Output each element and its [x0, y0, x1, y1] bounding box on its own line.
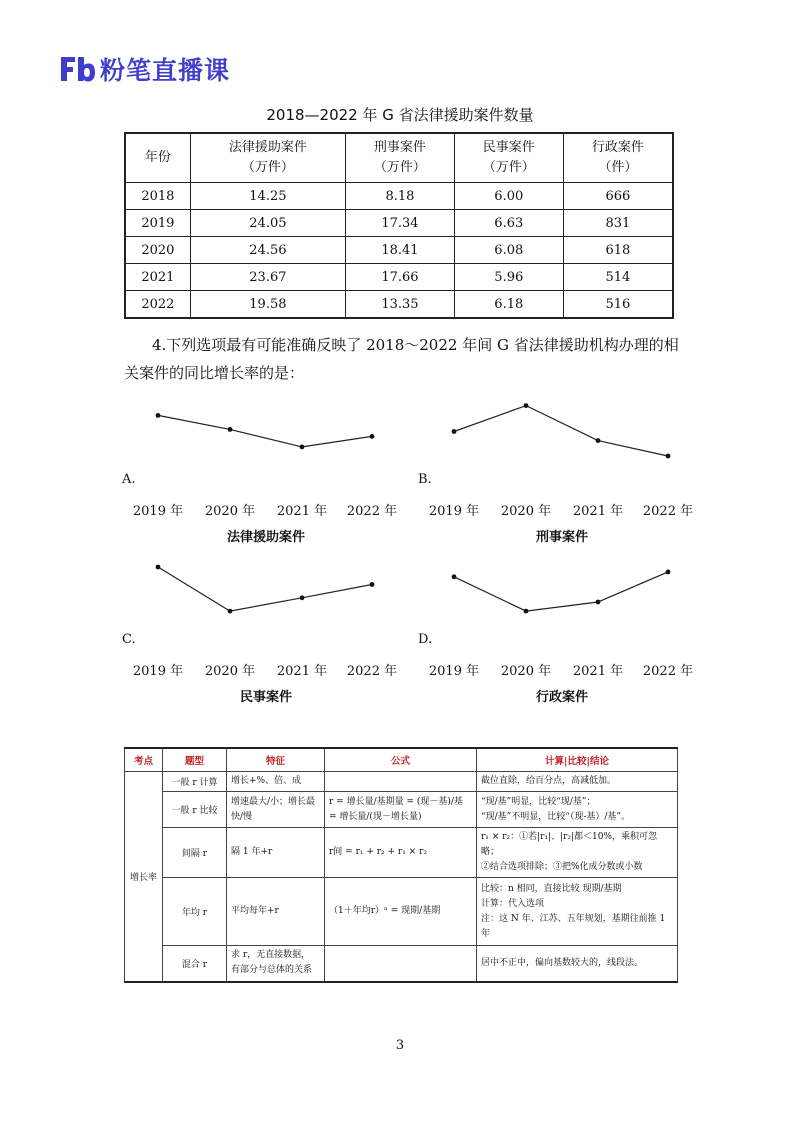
cell: 18.41 — [346, 237, 455, 264]
summary-formula — [325, 946, 477, 982]
summary-feature: 增速最大/小；增长最 快/慢 — [227, 792, 325, 828]
chart-caption: 行政案件 — [535, 690, 589, 705]
x-tick-label: 2020 年 — [204, 504, 256, 519]
summary-header: 特征 — [227, 748, 325, 772]
data-point — [666, 570, 671, 575]
summary-notes: 比较：n 相同，直接比较 现期/基期 计算：代入选项 注：这 N 年、江苏、五年规划，基期往前推 1 年 — [477, 878, 678, 946]
cell: 2019 — [125, 210, 190, 237]
summary-header: 题型 — [163, 748, 227, 772]
series-line — [454, 572, 668, 611]
cell: 19.58 — [190, 291, 345, 319]
table-row — [125, 264, 673, 291]
x-tick-label: 2022 年 — [642, 504, 694, 519]
header-year: 年份 — [125, 133, 190, 183]
cell: 514 — [563, 264, 673, 291]
x-tick-label: 2021 年 — [276, 504, 328, 519]
x-tick-label: 2022 年 — [346, 664, 398, 679]
data-point — [596, 438, 601, 443]
cell: 2018 — [125, 183, 190, 210]
data-point — [596, 600, 601, 605]
cell: 24.05 — [190, 210, 345, 237]
summary-type: 混合 r — [163, 946, 227, 982]
summary-notes: r₁ × r₂：①若|r₁|、|r₂|都＜10%，乘积可忽略； ②结合选项排除；③把%化成分数或小数 — [477, 828, 678, 878]
x-tick-label: 2021 年 — [572, 664, 624, 679]
cell: 6.63 — [454, 210, 563, 237]
cell: 2021 — [125, 264, 190, 291]
brand-logo — [58, 52, 230, 86]
x-tick-label: 2019 年 — [428, 504, 480, 519]
summary-header: 公式 — [325, 748, 477, 772]
header-legal-aid: 法律援助案件 （万件） — [190, 133, 345, 183]
x-tick-label: 2021 年 — [276, 664, 328, 679]
summary-row — [125, 946, 678, 982]
x-tick-label: 2019 年 — [132, 504, 184, 519]
data-point — [156, 413, 161, 418]
data-point — [228, 427, 233, 432]
summary-notes: 截位直除，给百分点，高减低加。 — [477, 772, 678, 792]
summary-row — [125, 772, 678, 792]
table-header-row — [125, 133, 673, 183]
table-row — [125, 237, 673, 264]
option-label: A. — [122, 472, 136, 487]
option-charts — [110, 385, 700, 715]
summary-formula: r = 增长量/基期量 = (现－基)/基 = 增长量/(现－增长量) — [325, 792, 477, 828]
brand-name: 粉笔直播课 — [100, 56, 231, 85]
cell: 6.08 — [454, 237, 563, 264]
summary-type: 一般 r 比较 — [163, 792, 227, 828]
table-row — [125, 210, 673, 237]
cell: 2020 — [125, 237, 190, 264]
cell: 831 — [563, 210, 673, 237]
data-point — [370, 434, 375, 439]
x-tick-label: 2022 年 — [346, 504, 398, 519]
option-label: B. — [418, 472, 432, 487]
table-title: 2018—2022 年 G 省法律援助案件数量 — [266, 106, 534, 124]
summary-type: 间隔 r — [163, 828, 227, 878]
series-line — [454, 406, 668, 456]
summary-notes: “现/基”明显，比较“现/基”； “现/基”不明显，比较“（现-基）/基”。 — [477, 792, 678, 828]
summary-feature: 隔 1 年+r — [227, 828, 325, 878]
page-number: 3 — [395, 1038, 405, 1053]
data-point — [452, 574, 457, 579]
x-tick-label: 2022 年 — [642, 664, 694, 679]
cell: 2022 — [125, 291, 190, 319]
case-table — [124, 132, 674, 319]
x-tick-label: 2020 年 — [500, 504, 552, 519]
data-point — [300, 595, 305, 600]
header-administrative: 行政案件 （件） — [563, 133, 673, 183]
header-civil: 民事案件 （万件） — [454, 133, 563, 183]
data-point — [452, 429, 457, 434]
chart-caption: 民事案件 — [239, 690, 293, 705]
summary-table — [124, 747, 678, 983]
summary-type: 年均 r — [163, 878, 227, 946]
data-point — [666, 454, 671, 459]
cell: 24.56 — [190, 237, 345, 264]
cell: 23.67 — [190, 264, 345, 291]
summary-formula: （1＋年均r）ⁿ = 现期/基期 — [325, 878, 477, 946]
cell: 6.00 — [454, 183, 563, 210]
summary-row — [125, 828, 678, 878]
x-tick-label: 2021 年 — [572, 504, 624, 519]
summary-feature: 求 r，无直接数据， 有部分与总体的关系 — [227, 946, 325, 982]
table-row — [125, 291, 673, 319]
x-tick-label: 2020 年 — [204, 664, 256, 679]
table-row — [125, 183, 673, 210]
cell: 666 — [563, 183, 673, 210]
cell: 516 — [563, 291, 673, 319]
cell: 17.34 — [346, 210, 455, 237]
data-point — [524, 403, 529, 408]
option-label: C. — [122, 632, 136, 647]
header-criminal: 刑事案件 （万件） — [346, 133, 455, 183]
summary-notes: 居中不正中，偏向基数较大的，线段法。 — [477, 946, 678, 982]
summary-feature: 平均每年+r — [227, 878, 325, 946]
summary-formula: r间 = r₁ + r₂ + r₁ × r₂ — [325, 828, 477, 878]
question-text: 4.下列选项最有可能准确反映了 2018～2022 年间 G 省法律援助机构办理的相关案件的同比增长率的是： — [124, 336, 679, 382]
summary-formula — [325, 772, 477, 792]
data-point — [300, 445, 305, 450]
cell: 8.18 — [346, 183, 455, 210]
summary-row — [125, 792, 678, 828]
chart-caption: 刑事案件 — [535, 530, 589, 545]
option-label: D. — [418, 632, 433, 647]
series-line — [158, 567, 372, 611]
fenbi-logo-icon — [58, 53, 96, 85]
option-charts-svg — [110, 385, 700, 715]
cell: 17.66 — [346, 264, 455, 291]
data-point — [228, 609, 233, 614]
summary-feature: 增长+%、倍、成 — [227, 772, 325, 792]
cell: 14.25 — [190, 183, 345, 210]
cell: 13.35 — [346, 291, 455, 319]
cell: 5.96 — [454, 264, 563, 291]
summary-header: 计算|比较|结论 — [477, 748, 678, 772]
series-line — [158, 415, 372, 447]
summary-type: 一般 r 计算 — [163, 772, 227, 792]
chart-caption: 法律援助案件 — [226, 530, 306, 545]
cell: 618 — [563, 237, 673, 264]
x-tick-label: 2019 年 — [428, 664, 480, 679]
summary-header-row — [125, 748, 678, 772]
summary-topic: 增长率 — [125, 772, 163, 982]
data-point — [156, 565, 161, 570]
cell: 6.18 — [454, 291, 563, 319]
x-tick-label: 2019 年 — [132, 664, 184, 679]
summary-header: 考点 — [125, 748, 163, 772]
summary-row — [125, 878, 678, 946]
data-point — [524, 609, 529, 614]
data-point — [370, 582, 375, 587]
x-tick-label: 2020 年 — [500, 664, 552, 679]
